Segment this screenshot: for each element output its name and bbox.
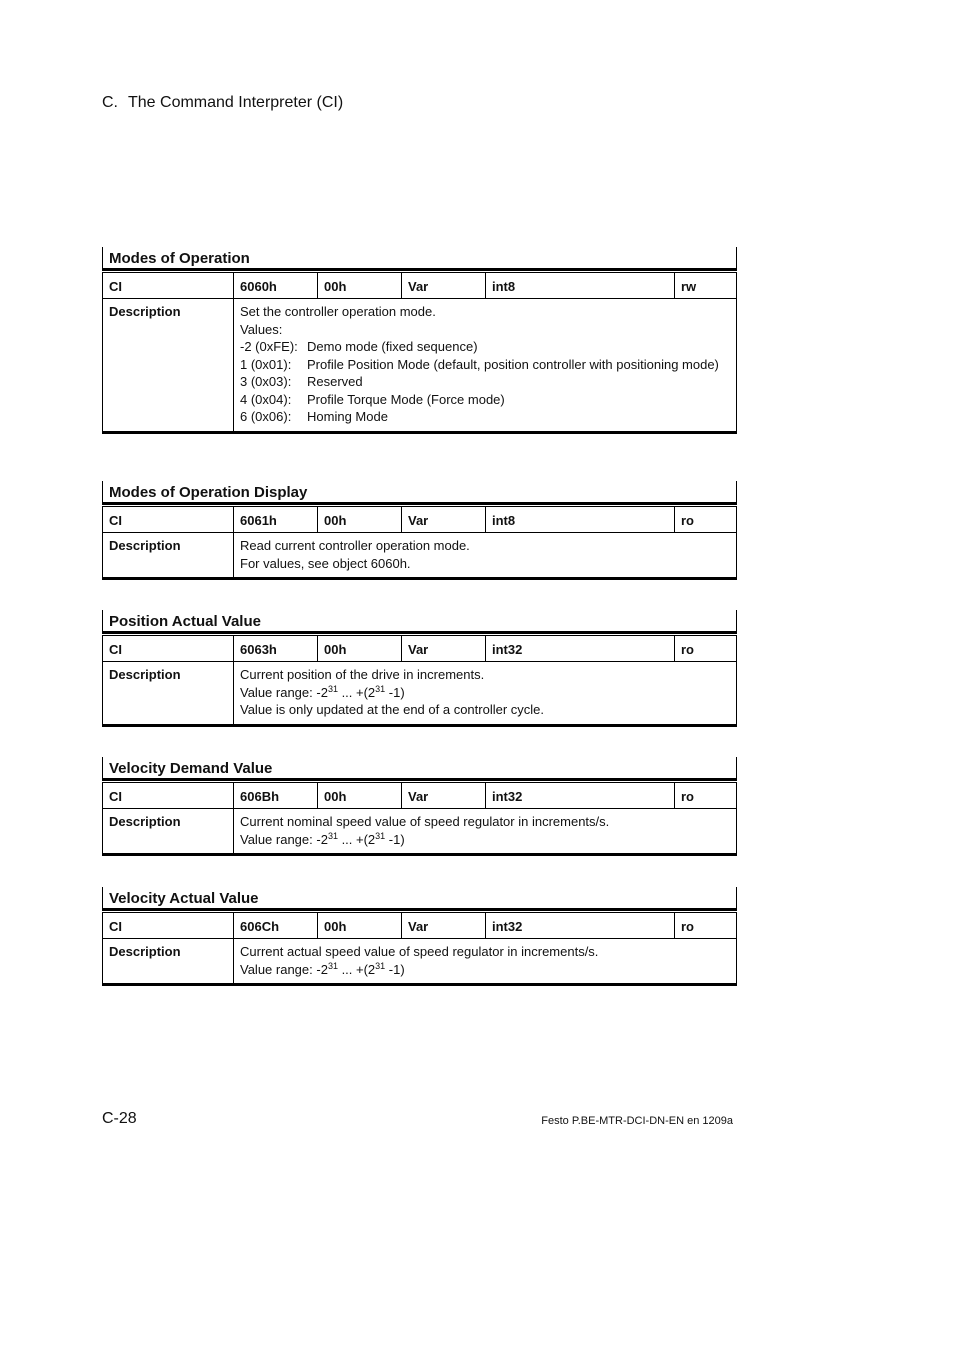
object-table-position-actual-value (102, 610, 737, 727)
ci-datatype: int8 (485, 273, 674, 298)
table-title: Modes of Operation (102, 247, 737, 271)
range-text: ... +(2 (337, 961, 376, 977)
exponent: 31 (327, 683, 338, 694)
description-line: Value is only updated at the end of a controller cycle. (240, 702, 545, 717)
ci-type: Var (401, 273, 485, 298)
description-label: Description (102, 809, 233, 853)
value-code: 3 (0x03): (240, 374, 292, 389)
ci-datatype: int32 (485, 783, 674, 808)
value-code: 4 (0x04): (240, 391, 292, 407)
ci-index: 606Ch (233, 913, 317, 938)
description-line: Values: (240, 321, 283, 337)
description-text (233, 939, 737, 983)
ci-access: ro (674, 636, 737, 661)
ci-row (102, 912, 737, 939)
object-table-modes-of-operation (102, 247, 737, 434)
description-line: Read current controller operation mode. (240, 538, 470, 553)
description-line: Set the controller operation mode. (240, 304, 436, 319)
value-meaning: Demo mode (fixed sequence) (307, 339, 478, 354)
value-meaning: Homing Mode (307, 409, 388, 424)
ci-subindex: 00h (317, 507, 401, 532)
ci-datatype: int32 (485, 913, 674, 938)
ci-label: CI (102, 913, 233, 938)
ci-subindex: 00h (317, 636, 401, 661)
ci-label: CI (102, 636, 233, 661)
description-text (233, 533, 737, 577)
ci-type: Var (401, 913, 485, 938)
description-label: Description (102, 662, 233, 724)
ci-row (102, 272, 737, 299)
value-code: -2 (0xFE): (240, 339, 298, 354)
ci-row (102, 635, 737, 662)
ci-label: CI (102, 783, 233, 808)
exponent: 31 (327, 960, 338, 971)
ci-access: ro (674, 783, 737, 808)
object-table-velocity-demand-value (102, 757, 737, 856)
value-range (240, 831, 730, 849)
description-row (102, 662, 737, 727)
value-range (240, 961, 730, 979)
value-meaning: Reserved (307, 374, 363, 389)
ci-label: CI (102, 273, 233, 298)
value-entry (240, 338, 730, 356)
description-label: Description (102, 299, 233, 431)
ci-index: 6061h (233, 507, 317, 532)
description-line: For values, see object 6060h. (240, 555, 411, 571)
value-meaning: Profile Position Mode (default, position controller with positioning mode) (307, 356, 719, 372)
value-code: 1 (0x01): (240, 356, 292, 372)
table-title: Velocity Actual Value (102, 887, 737, 911)
description-text (233, 299, 737, 431)
ci-subindex: 00h (317, 913, 401, 938)
description-row (102, 533, 737, 580)
ci-access: ro (674, 507, 737, 532)
ci-index: 606Bh (233, 783, 317, 808)
value-meaning: Profile Torque Mode (Force mode) (307, 391, 505, 407)
ci-type: Var (401, 783, 485, 808)
table-title: Velocity Demand Value (102, 757, 737, 781)
range-text: -1) (385, 831, 405, 847)
description-row (102, 299, 737, 434)
exponent: 31 (375, 683, 386, 694)
ci-access: ro (674, 913, 737, 938)
value-entry (240, 408, 730, 426)
value-entry (240, 373, 730, 391)
description-row (102, 809, 737, 856)
ci-index: 6060h (233, 273, 317, 298)
exponent: 31 (375, 830, 386, 841)
ci-datatype: int32 (485, 636, 674, 661)
description-line: Current actual speed value of speed regulator in increments/s. (240, 944, 599, 959)
description-text (233, 662, 737, 724)
description-line: Current position of the drive in increments. (240, 667, 485, 682)
description-label: Description (102, 939, 233, 983)
page-header (102, 94, 343, 112)
description-text (233, 809, 737, 853)
range-text: Value range: -2 (240, 961, 328, 977)
value-range (240, 684, 730, 702)
description-line: Current nominal speed value of speed regulator in increments/s. (240, 814, 610, 829)
ci-datatype: int8 (485, 507, 674, 532)
description-row (102, 939, 737, 986)
ci-type: Var (401, 507, 485, 532)
range-text: ... +(2 (337, 684, 376, 700)
page-number: C-28 (102, 1110, 137, 1127)
ci-subindex: 00h (317, 783, 401, 808)
exponent: 31 (375, 960, 386, 971)
ci-row (102, 782, 737, 809)
exponent: 31 (327, 830, 338, 841)
range-text: ... +(2 (337, 831, 376, 847)
value-entry (240, 391, 730, 409)
ci-subindex: 00h (317, 273, 401, 298)
value-code: 6 (0x06): (240, 409, 292, 424)
ci-type: Var (401, 636, 485, 661)
value-entry (240, 356, 730, 374)
range-text: Value range: -2 (240, 831, 328, 847)
description-label: Description (102, 533, 233, 577)
ci-access: rw (674, 273, 737, 298)
ci-index: 6063h (233, 636, 317, 661)
chapter-number: C. (102, 94, 118, 111)
ci-row (102, 506, 737, 533)
range-text: -1) (385, 961, 405, 977)
chapter-title: The Command Interpreter (CI) (128, 94, 344, 111)
ci-label: CI (102, 507, 233, 532)
range-text: -1) (385, 684, 405, 700)
document-reference: Festo P.BE-MTR-DCI-DN-EN en 1209a (541, 1115, 733, 1127)
object-table-modes-of-operation-display (102, 481, 737, 580)
object-table-velocity-actual-value (102, 887, 737, 986)
table-title: Modes of Operation Display (102, 481, 737, 505)
range-text: Value range: -2 (240, 684, 328, 700)
table-title: Position Actual Value (102, 610, 737, 634)
